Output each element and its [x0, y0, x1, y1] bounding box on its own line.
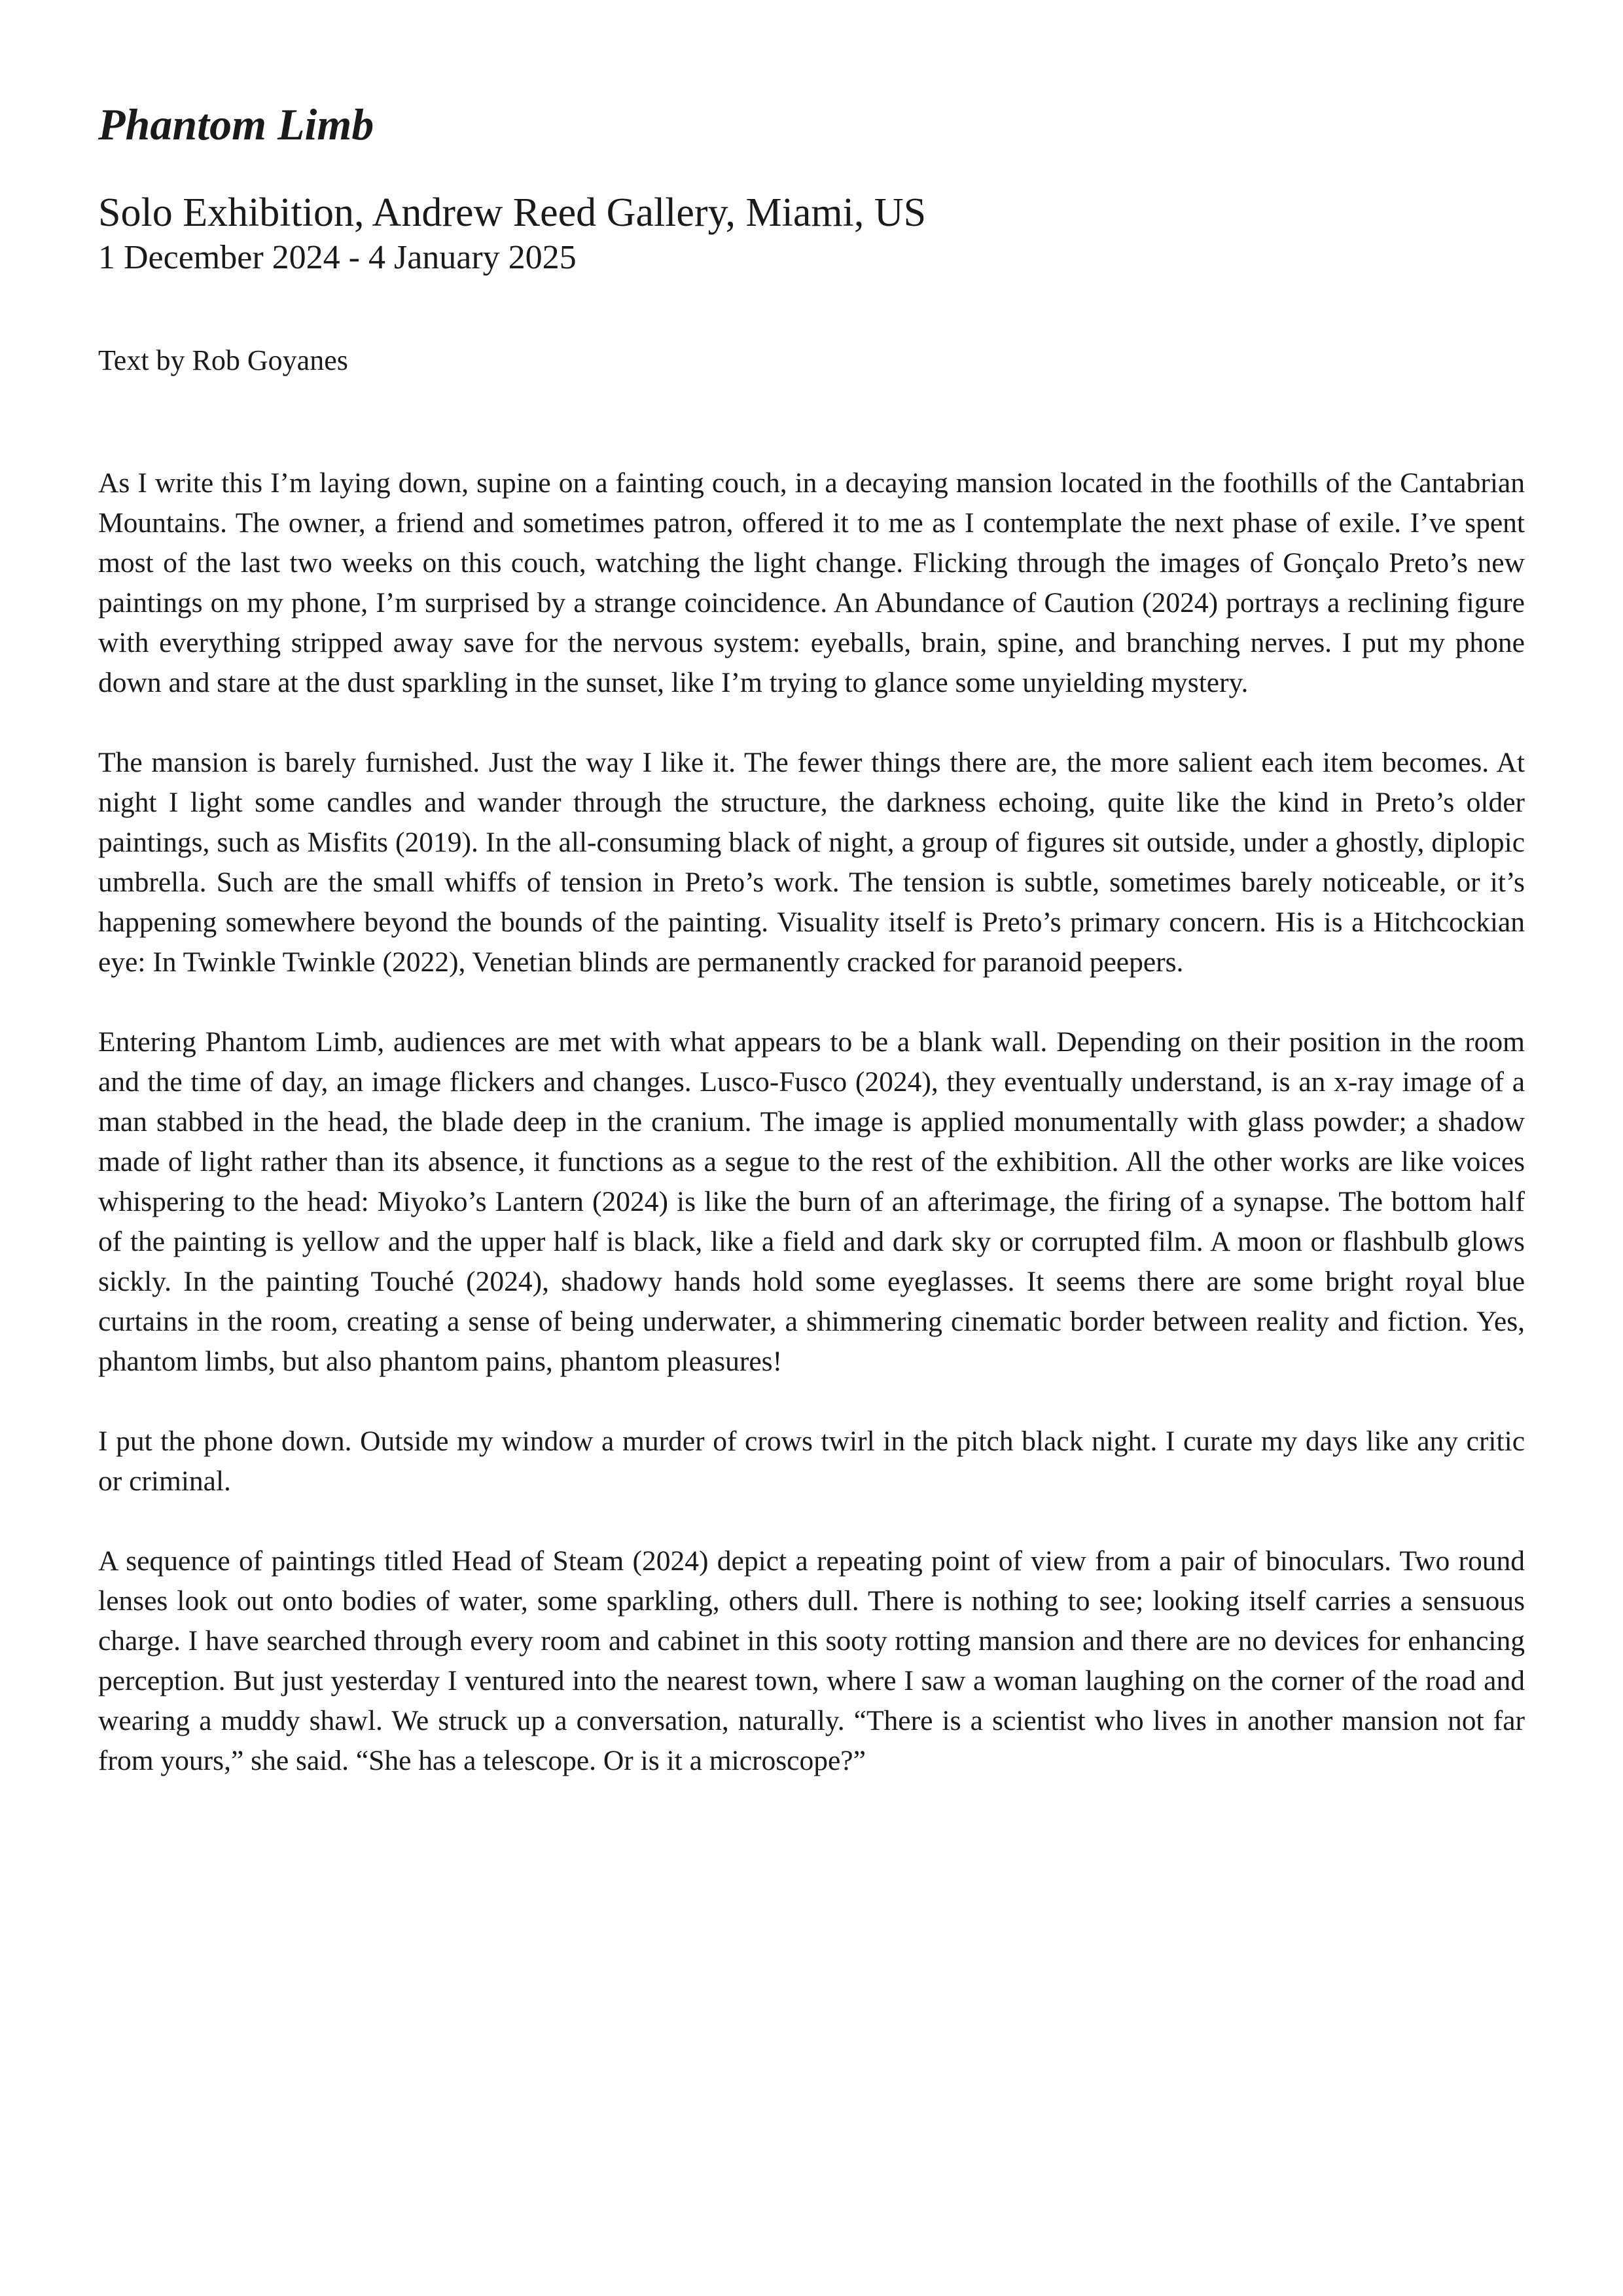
- document-title: Phantom Limb: [98, 99, 374, 149]
- essay-paragraph-2: The mansion is barely furnished. Just the way I like it. The fewer things there are, the more salient each item becomes. At night I light some candles and wander through the structure, the darkness echoing, quite like the kind in Preto’s older paintings, such as Misfits (2019). In the all-consuming black of night, a group of figures sit outside, under a ghostly, diplopic umbrella. Such are the small whiffs of tension in Preto’s work. The tension is subtle, sometimes barely noticeable, or it’s happening somewhere beyond the bounds of the painting. Visuality itself is Preto’s primary concern. His is a Hitchcockian eye: In Twinkle Twinkle (2022), Venetian blinds are permanently cracked for paranoid peepers.: [98, 747, 1525, 978]
- exhibition-dates: 1 December 2024 - 4 January 2025: [98, 238, 577, 276]
- essay-paragraph-3: Entering Phantom Limb, audiences are met with what appears to be a blank wall. Depending on their position in the room and the time of day, an image flickers and changes. Lusco-Fusco (2024), they eventually understand, is an x-ray image of a man stabbed in the head, the blade deep in the cranium. The image is applied monumentally with glass powder; a shadow made of light rather than its absence, it functions as a segue to the rest of the exhibition. All the other works are like voices whispering to the head: Miyoko’s Lantern (2024) is like the burn of an afterimage, the firing of a synapse. The bottom half of the painting is yellow and the upper half is black, like a field and dark sky or corrupted film. A moon or flashbulb glows sickly. In the painting Touché (2024), shadowy hands hold some eyeglasses. It seems there are some bright royal blue curtains in the room, creating a sense of being underwater, a shimmering cinematic border between reality and fiction. Yes, phantom limbs, but also phantom pains, phantom pleasures!: [98, 1026, 1525, 1378]
- exhibition-subtitle: Solo Exhibition, Andrew Reed Gallery, Miami, US: [98, 190, 927, 235]
- essay-body: [98, 463, 1525, 1781]
- document-page: [98, 98, 1525, 1821]
- essay-paragraph-4: I put the phone down. Outside my window a murder of crows twirl in the pitch black night. I curate my days like any critic or criminal.: [98, 1426, 1525, 1498]
- essay-paragraph-5: A sequence of paintings titled Head of Steam (2024) depict a repeating point of view from a pair of binoculars. Two round lenses look out onto bodies of water, some sparkling, others dull. There is nothing to see; looking itself carries a sensuous charge. I have searched through every room and cabinet in this sooty rotting mansion and there are no devices for enhancing perception. But just yesterday I ventured into the nearest town, where I saw a woman laughing on the corner of the road and wearing a muddy shawl. We struck up a conversation, naturally. “There is a scientist who lives in another mansion not far from yours,” she said. “She has a telescope. Or is it a microscope?”: [98, 1545, 1525, 1777]
- essay-paragraph-1: As I write this I’m laying down, supine on a fainting couch, in a decaying mansion located in the foothills of the Cantabrian Mountains. The owner, a friend and sometimes patron, offered it to me as I contemplate the next phase of exile. I’ve spent most of the last two weeks on this couch, watching the light change. Flicking through the images of Gonçalo Preto’s new paintings on my phone, I’m surprised by a strange coincidence. An Abundance of Caution (2024) portrays a reclining figure with everything stripped away save for the nervous system: eyeballs, brain, spine, and branching nerves. I put my phone down and stare at the dust sparkling in the sunset, like I’m trying to glance some unyielding mystery.: [98, 467, 1525, 699]
- author-byline: Text by Rob Goyanes: [98, 344, 348, 377]
